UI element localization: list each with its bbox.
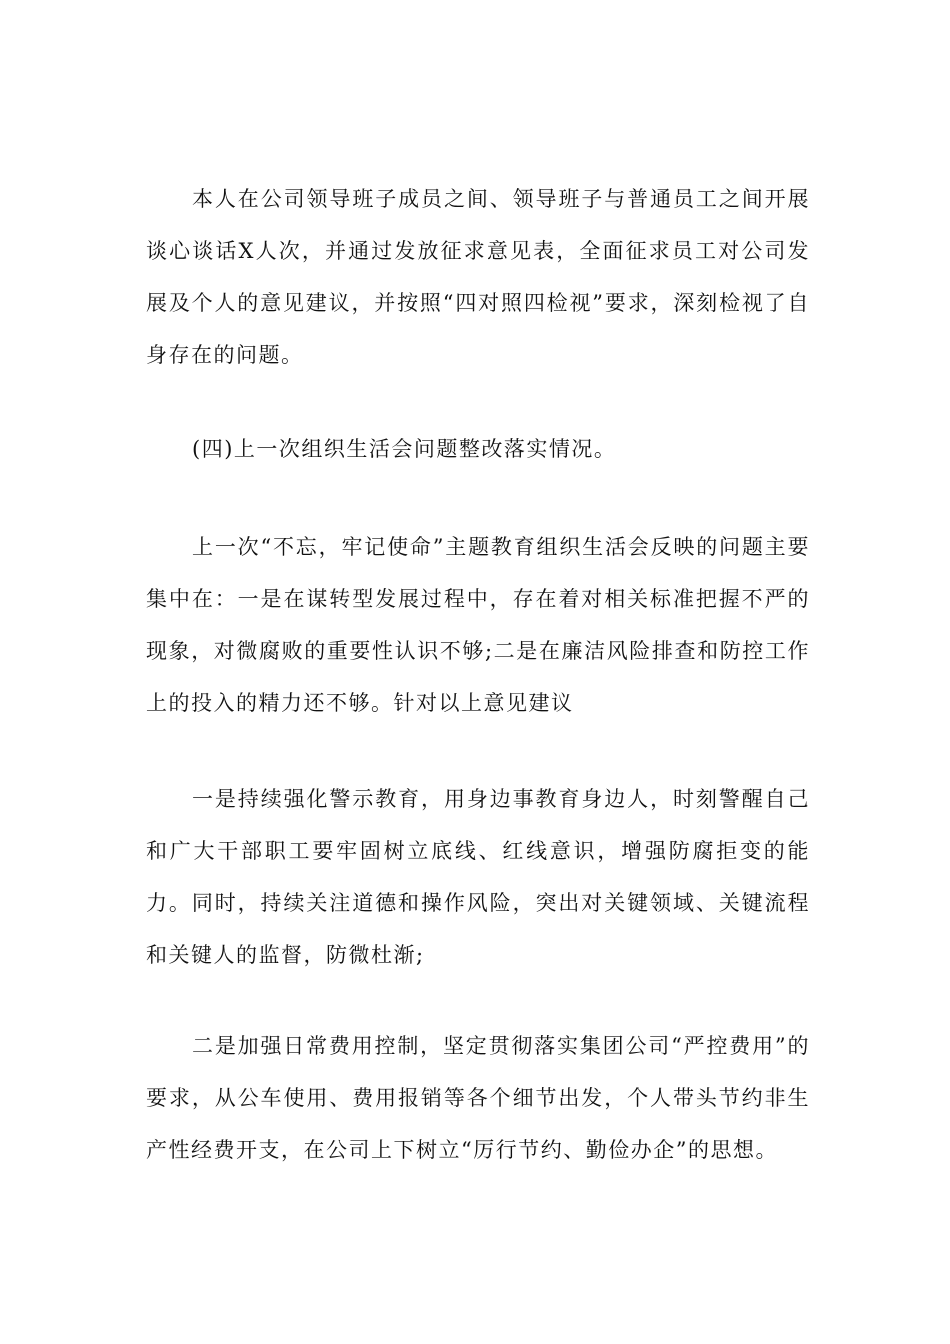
paragraph-conversation-summary: 本人在公司领导班子成员之间、领导班子与普通员工之间开展谈心谈话X人次，并通过发放征求意见表，全面征求员工对公司发展及个人的意见建议，并按照“四对照四检视”要求，深刻检视了自身存在的问题。 — [146, 187, 810, 367]
paragraph-measure-two: 二是加强日常费用控制，坚定贯彻落实集团公司“严控费用”的要求，从公车使用、费用报销等各个细节出发，个人带头节约非生产性经费开支，在公司上下树立“厉行节约、勤俭办企”的思想。 — [146, 1034, 810, 1162]
paragraph-measure-one: 一是持续强化警示教育，用身边事教育身边人，时刻警醒自己和广大干部职工要牢固树立底线、红线意识，增强防腐拒变的能力。同时，持续关注道德和操作风险，突出对关键领域、关键流程和关键人的监督，防微杜渐; — [146, 787, 810, 967]
paragraph-previous-issues: 上一次“不忘，牢记使命”主题教育组织生活会反映的问题主要集中在：一是在谋转型发展过程中，存在着对相关标准把握不严的现象，对微腐败的重要性认识不够;二是在廉洁风险排查和防控工作上的投入的精力还不够。针对以上意见建议 — [146, 535, 810, 715]
section-heading-rectification: (四)上一次组织生活会问题整改落实情况。 — [192, 437, 617, 461]
